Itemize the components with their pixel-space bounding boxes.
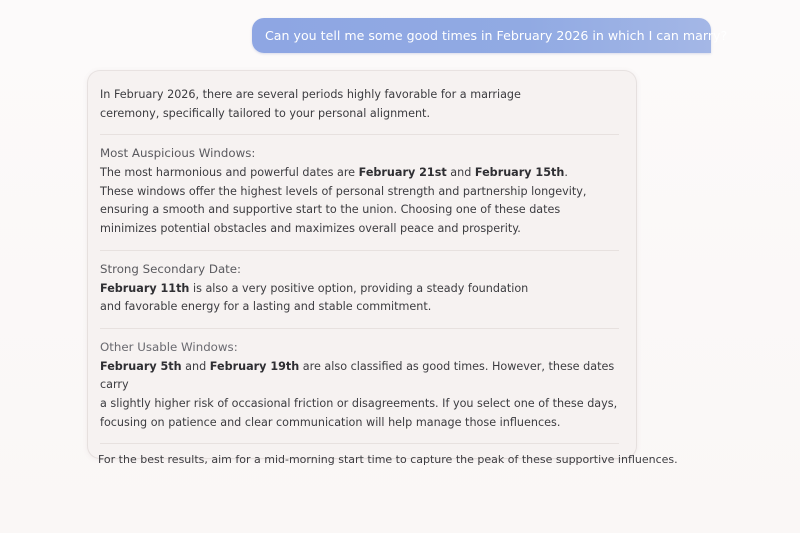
most-auspicious-line-3: ensuring a smooth and supportive start to the union. Choosing one of these dates: [100, 203, 561, 217]
period-text: .: [564, 166, 568, 180]
user-message-bubble: [252, 18, 728, 53]
most-auspicious-paragraph: [100, 164, 620, 238]
intro-line-2: ceremony, specifically tailored to your personal alignment.: [100, 106, 430, 120]
section-divider: [100, 134, 619, 135]
date-february-11th: February 11th: [100, 281, 190, 295]
most-auspicious-line-4: minimizes potential obstacles and maximizes overall peace and prosperity.: [100, 221, 521, 235]
date-february-5th: February 5th: [100, 359, 182, 373]
other-windows-line-2: a slightly higher risk of occasional friction or disagreements. If you select one of these days,: [100, 396, 618, 410]
section-divider: [100, 250, 619, 251]
most-auspicious-line-2: These windows offer the highest levels of personal strength and partnership longevity,: [100, 184, 587, 198]
secondary-line-1: is also a very positive option, providing a steady foundation: [189, 281, 529, 295]
intro-paragraph: [100, 86, 620, 123]
date-february-15th: February 15th: [474, 166, 565, 180]
assistant-response-card: [88, 71, 678, 467]
date-february-19th: February 19th: [209, 359, 300, 373]
secondary-heading: Strong Secondary Date:: [100, 261, 242, 276]
conjunction-text: and: [446, 166, 475, 180]
user-message-text: Can you tell me some good times in February 2026 in which I can marry?: [265, 28, 728, 43]
section-divider: [100, 328, 619, 329]
secondary-paragraph: [100, 280, 620, 317]
date-february-21st: February 21st: [358, 166, 447, 180]
most-auspicious-heading: Most Auspicious Windows:: [100, 146, 256, 161]
intro-line-1: In February 2026, there are several periods highly favorable for a marriage: [100, 88, 521, 101]
closing-advice: For the best results, aim for a mid-morning start time to capture the peak of these supportive influences.: [98, 453, 678, 467]
secondary-line-2: and favorable energy for a lasting and stable commitment.: [100, 300, 432, 314]
other-windows-heading: Other Usable Windows:: [100, 339, 238, 354]
conjunction-text: and: [181, 359, 210, 373]
most-auspicious-text: The most harmonious and powerful dates are: [100, 166, 359, 180]
other-windows-line-1: are also classified as good times. However, these dates carry: [100, 359, 615, 392]
other-windows-line-3: focusing on patience and clear communication will help manage those influences.: [100, 415, 561, 429]
section-divider: [100, 443, 619, 444]
assistant-response-text: [98, 86, 678, 469]
other-windows-paragraph: [100, 358, 620, 432]
